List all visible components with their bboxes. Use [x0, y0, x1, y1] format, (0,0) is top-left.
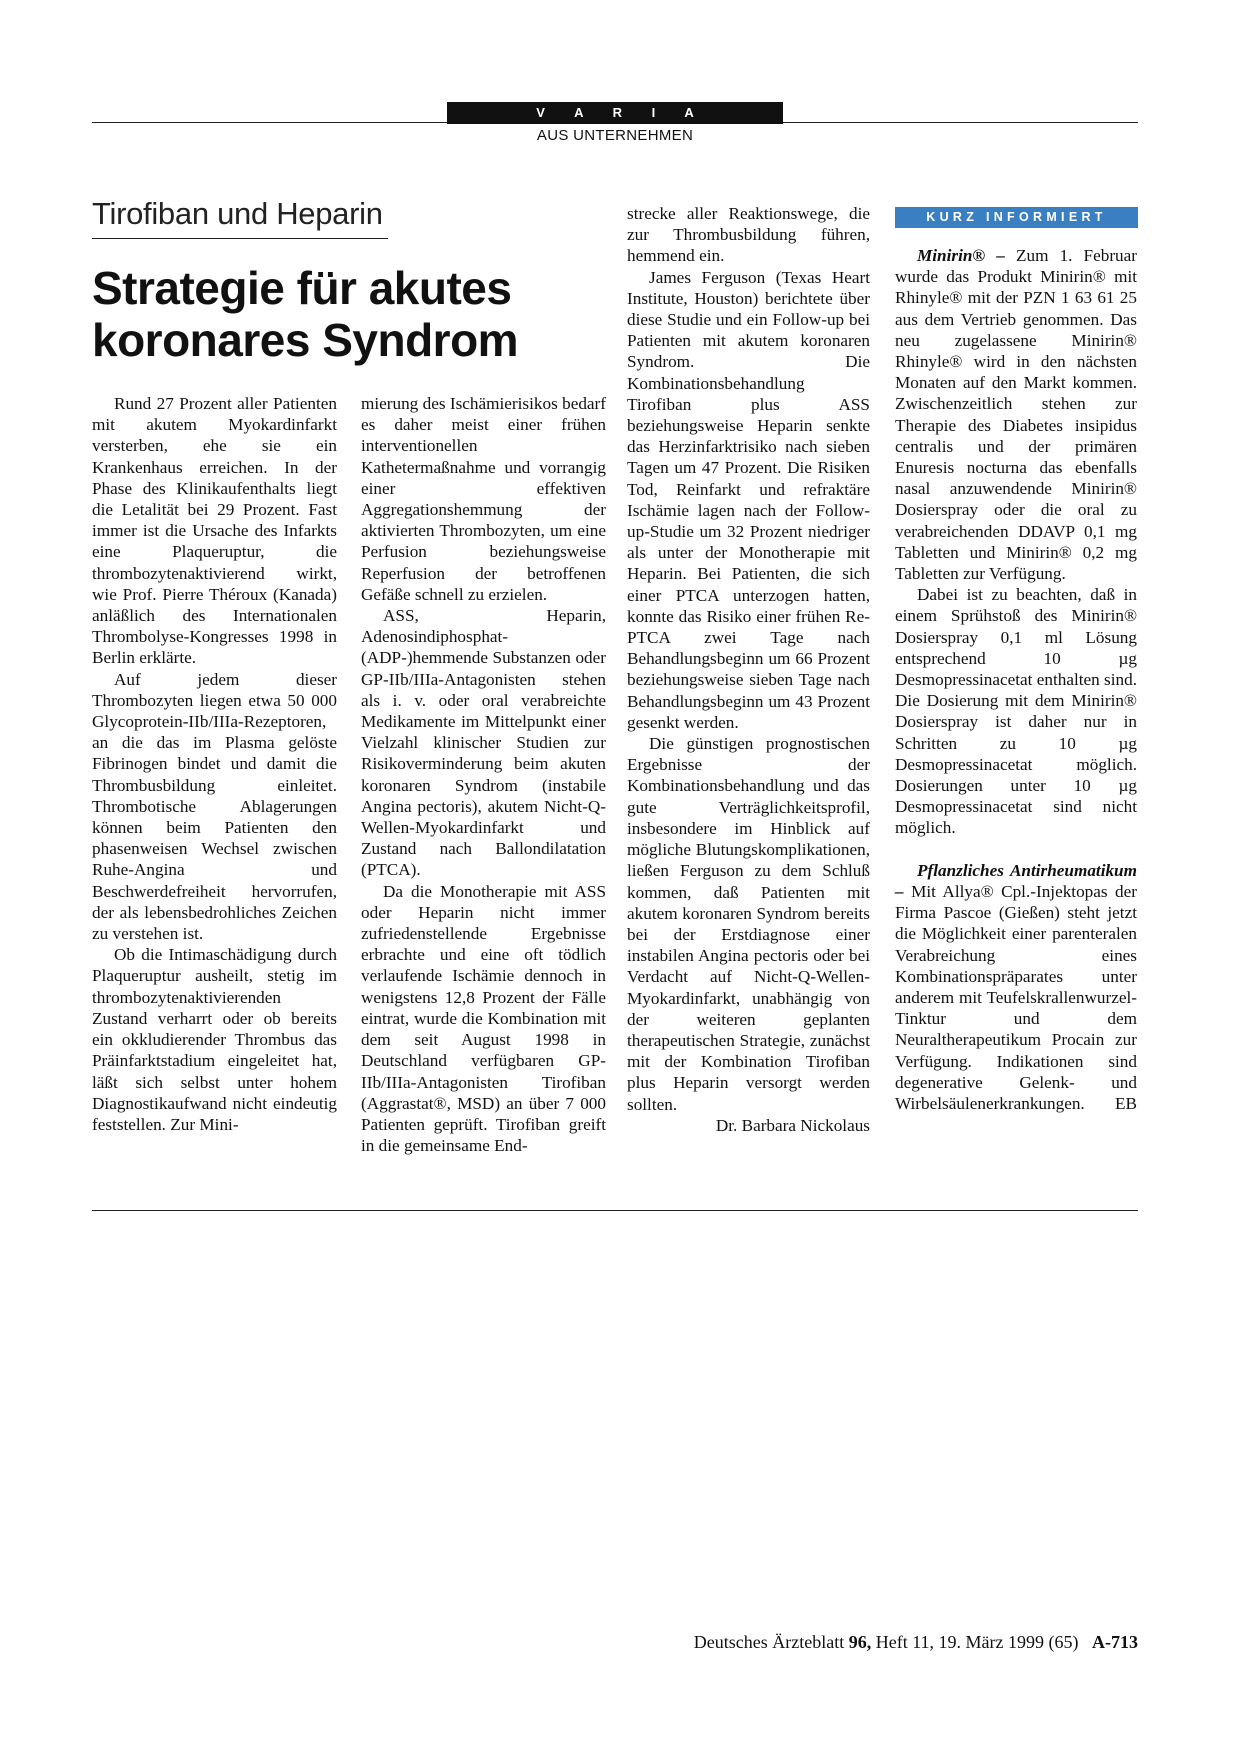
sidebar-column [895, 245, 1137, 1114]
item-lead: Pflanzliches Antirheumatikum – [895, 860, 1137, 901]
page-number: A-713 [1092, 1632, 1138, 1652]
sidebar-item-antirheumatikum [895, 860, 1137, 1114]
volume: 96, [848, 1632, 872, 1652]
article-kicker: Tirofiban und Heparin [92, 196, 388, 239]
page-footer [560, 1632, 1138, 1653]
sidebar-item-minirin [895, 245, 1137, 584]
paragraph: mierung des Ischämierisikos bedarf es daher meist einer frühen interventionellen Kathetermaßnahme und vorrangig einer effektiven Aggregationshemmung der aktivierten Thrombozyten, um eine Perfusion beziehungsweise Reperfusion der betroffenen Gefäße schnell zu erzielen. [361, 394, 606, 604]
paragraph: Rund 27 Prozent aller Patienten mit akutem Myokardinfarkt versterben, ehe sie ein Krankenhaus erreichen. In der Phase des Klinikaufenthalts liegt die Letalität bei 29 Prozent. Fast immer ist die Ursache des Infarkts eine Plaqueruptur, die thrombozytenaktivierend wirkt, wie Prof. Pierre Théroux (Kanada) anläßlich des Internationalen Thrombolyse-Kongresses 1998 in Berlin erklärte. [92, 394, 337, 668]
paragraph: Ob die Intimaschädigung durch Plaqueruptur ausheilt, stetig im thrombozytenaktivierenden Zustand verharrt oder ob bereits ein okkludierender Thrombus das Präinfarktstadium eingeleitet hat, läßt sich selbst unter hohem Diagnostikaufwand nicht eindeutig feststellen. Zur Mini- [92, 945, 337, 1134]
article-column-2 [361, 393, 606, 1156]
paragraph: James Ferguson (Texas Heart Institute, Houston) berichtete über diese Studie und ein Follow-up bei Patienten mit akutem koronaren Syndrom. Die Kombinationsbehandlung Tirofiban plus ASS beziehungsweise Heparin senkte das Herzinfarktrisiko nach sieben Tagen um 47 Prozent. Die Risiken Tod, Reinfarkt und refraktäre Ischämie lagen nach der Follow-up-Studie um 32 Prozent niedriger als unter der Monotherapie mit Heparin. Bei Patienten, die sich einer PTCA unterzogen hatten, konnte das Risiko einer frühen Re-PTCA zwei Tage nach Behandlungsbeginn um 66 Prozent beziehungsweise sieben Tage nach Behandlungsbeginn um 43 Prozent gesenkt werden. [627, 267, 870, 732]
article-column-3 [627, 203, 870, 1136]
article-column-1 [92, 393, 337, 1135]
author-initials: EB [1115, 1093, 1137, 1113]
item-text: Zum 1. Februar wurde das Produkt Minirin® mit Rhinyle® mit der PZN 1 63 61 25 aus dem Vertrieb genommen. Das neu zugelassene Minirin® Rhinyle® wird in den nächsten Monaten auf den Markt kommen. Zwischenzeitlich stehen zur Therapie des Diabetes insipidus centralis und der primären Enuresis nocturna das ebenfalls nasal anzuwendende Minirin® Dosierspray oder die oral zu verabreichenden DDAVP 0,1 mg Tabletten und Minirin® 0,2 mg Tabletten zur Verfügung. [895, 246, 1137, 584]
bottom-rule [92, 1210, 1138, 1211]
paragraph: Die günstigen prognostischen Ergebnisse der Kombinationsbehandlung und das gute Verträglichkeitsprofil, insbesondere im Hinblick auf mögliche Blutungskomplikationen, ließen Ferguson zu dem Schluß kommen, daß Patienten mit akutem koronaren Syndrom bereits bei der Erstdiagnose einer instabilen Angina pectoris oder bei Verdacht auf Nicht-Q-Wellen-Myokardinfarkt, unabhängig von der weiteren geplanten therapeutischen Strategie, zunächst mit der Kombination Tirofiban plus Heparin versorgt werden sollten. [627, 734, 870, 1114]
issue-info: Heft 11, 19. März 1999 (65) [875, 1632, 1079, 1652]
kurz-informiert-band: KURZ INFORMIERT [895, 207, 1138, 228]
paragraph: ASS, Heparin, Adenosindiphosphat-(ADP-)hemmende Substanzen oder GP-IIb/IIIa-Antagonisten stehen als i. v. oder oral verabreichte Medikamente im Mittelpunkt einer Vielzahl klinischer Studien zur Risikoverminderung beim akuten koronaren Syndrom (instabile Angina pectoris), akutem Nicht-Q-Wellen-Myokardinfarkt und Zustand nach Ballondilatation (PTCA). [361, 606, 606, 880]
paragraph: Auf jedem dieser Thrombozyten liegen etwa 50 000 Glycoprotein-IIb/IIIa-Rezeptoren, an die das im Plasma gelöste Fibrinogen bindet und damit die Thrombusbildung einleitet. Thrombotische Ablagerungen können beim Patienten den phasenweisen Wechsel zwischen Ruhe-Angina und Beschwerdefreiheit hervorrufen, der als lebensbedrohliches Zeichen zu verstehen ist. [92, 669, 337, 944]
paragraph: Da die Monotherapie mit ASS oder Heparin nicht immer zufriedenstellende Ergebnisse erbrachte und eine oft tödlich verlaufende Ischämie dennoch in wenigstens 12,8 Prozent der Fälle eintrat, wurde die Kombination mit dem seit August 1998 in Deutschland verfügbaren GP-IIb/IIIa-Antagonisten Tirofiban (Aggrastat®, MSD) an über 7 000 Patienten geprüft. Tirofiban greift in die gemeinsame End- [361, 881, 606, 1156]
paragraph: Dabei ist zu beachten, daß in einem Sprühstoß des Minirin® Dosierspray 0,1 ml Lösung entsprechend 10 µg Desmopressinacetat enthalten sind. Die Dosierung mit dem Minirin® Dosierspray ist daher nur in Schritten zu 10 µg Desmopressinacetat möglich. Dosierungen unter 10 µg Desmopressinacetat sind nicht möglich. [895, 585, 1137, 838]
author-signature: Dr. Barbara Nickolaus [715, 1115, 870, 1135]
article-headline: Strategie für akutes koronares Syndrom [92, 262, 519, 366]
section-label: AUS UNTERNEHMEN [536, 127, 694, 144]
varia-band: V A R I A [447, 102, 783, 124]
paragraph: strecke aller Reaktionswege, die zur Thrombusbildung führen, hemmend ein. [627, 204, 870, 266]
item-lead: Minirin® – [917, 246, 1005, 265]
item-text: Mit Allya® Cpl.-Injektopas der Firma Pascoe (Gießen) steht jetzt die Möglichkeit einer parenteralen Verabreichung eines Kombinationspräparates unter anderem mit Teufelskrallenwurzel-Tinktur und dem Neuraltherapeutikum Procain zur Verfügung. Indikationen sind degenerative Gelenk- und Wirbelsäulenerkrankungen. [895, 881, 1137, 1113]
spacer [895, 839, 1137, 860]
journal-name: Deutsches Ärzteblatt [693, 1632, 845, 1652]
